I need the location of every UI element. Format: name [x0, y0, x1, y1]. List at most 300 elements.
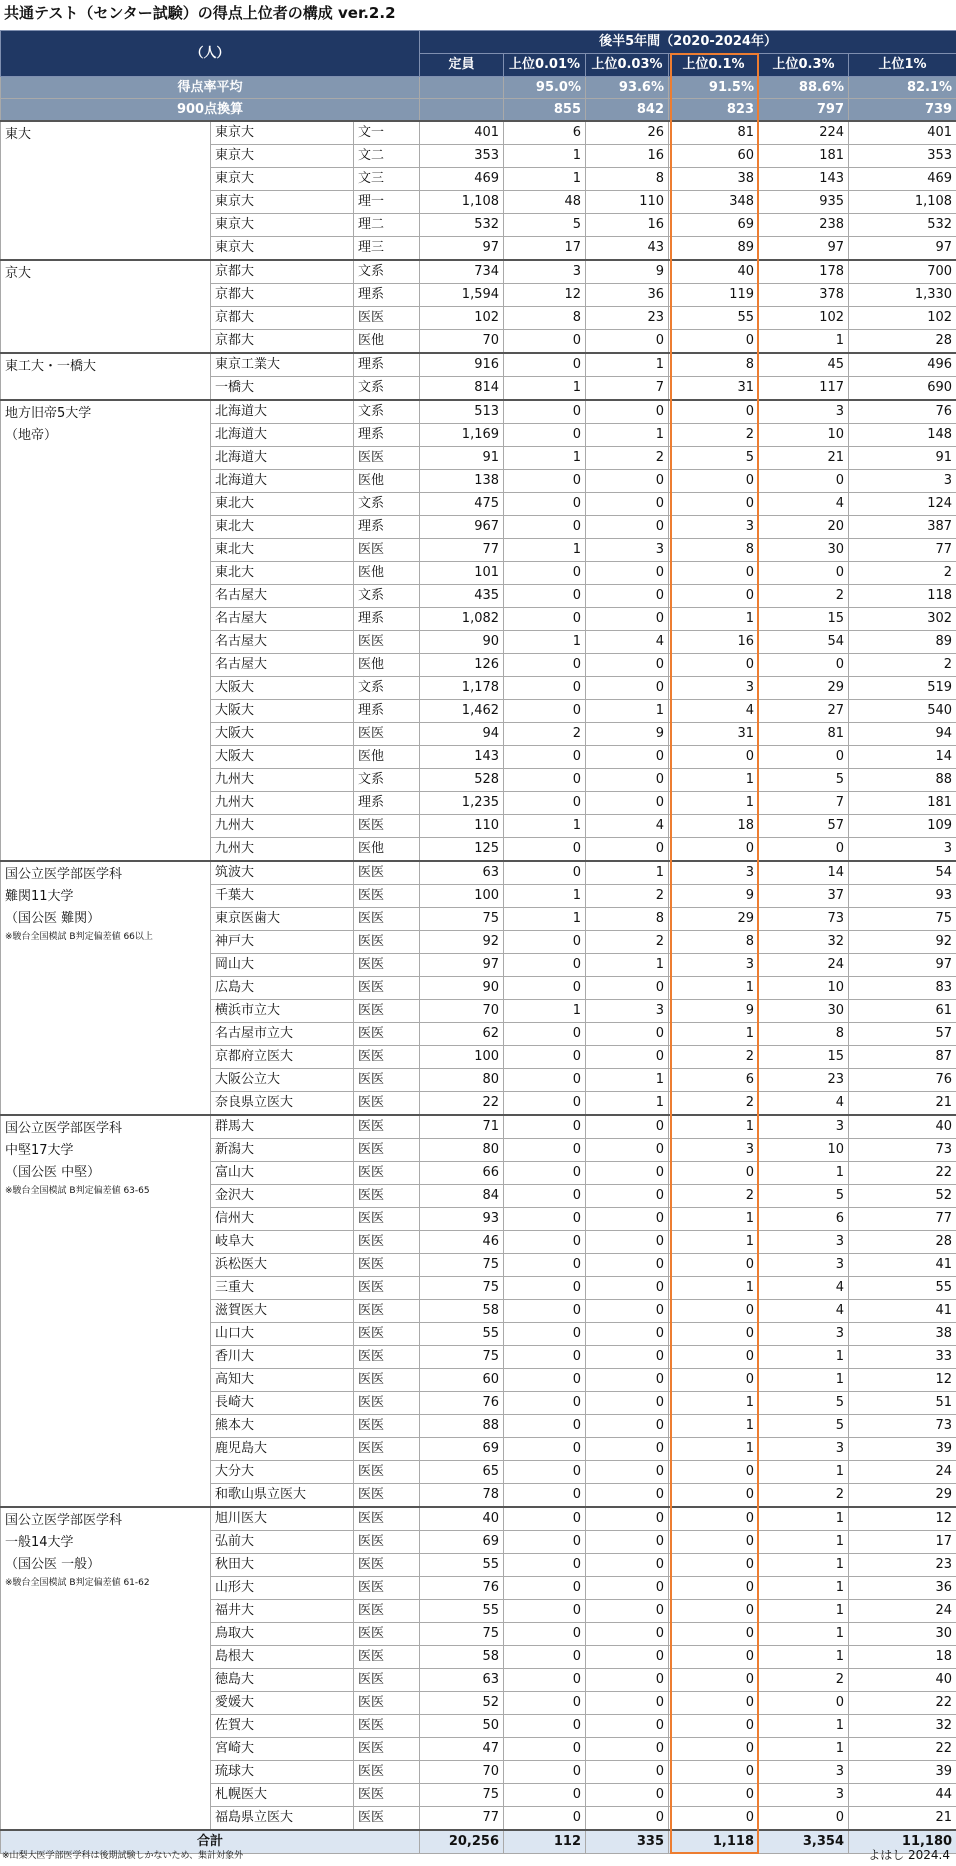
- top-0-1-value: 3: [669, 516, 759, 539]
- top-1-value: 540: [849, 700, 956, 723]
- capacity-value: 63: [420, 861, 504, 885]
- top-0-01-value: 0: [504, 1715, 586, 1738]
- table-row: [1, 353, 956, 377]
- university-name: 札幌医大: [211, 1784, 354, 1807]
- top-0-03-value: 1: [586, 861, 669, 885]
- top-0-01-value: 0: [504, 585, 586, 608]
- top-0-3-value: 1: [759, 1600, 849, 1623]
- university-name: 琉球大: [211, 1761, 354, 1784]
- top-0-03-value: 0: [586, 562, 669, 585]
- faculty-name: 医医: [354, 1715, 420, 1738]
- faculty-name: 医医: [354, 1277, 420, 1300]
- top-0-3-value: 224: [759, 121, 849, 145]
- university-name: 大阪大: [211, 677, 354, 700]
- university-name: 東北大: [211, 493, 354, 516]
- top-0-01-value: 0: [504, 1277, 586, 1300]
- top-0-3-value: 0: [759, 1692, 849, 1715]
- top-0-1-value: 0: [669, 493, 759, 516]
- top-0-3-value: 102: [759, 307, 849, 330]
- top-0-01-value: 1: [504, 885, 586, 908]
- top-0-01-value: 0: [504, 1323, 586, 1346]
- capacity-value: 1,178: [420, 677, 504, 700]
- faculty-name: 文三: [354, 168, 420, 191]
- top-0-03-value: 1: [586, 700, 669, 723]
- university-name: 九州大: [211, 838, 354, 862]
- top-0-3-value: 0: [759, 562, 849, 585]
- top-0-03-value: 0: [586, 1115, 669, 1139]
- table-row: [1, 1115, 956, 1139]
- top-0-01-value: 1: [504, 377, 586, 401]
- university-name: 東京大: [211, 121, 354, 145]
- university-name: 弘前大: [211, 1531, 354, 1554]
- top-0-03-value: 0: [586, 1623, 669, 1646]
- capacity-value: 100: [420, 885, 504, 908]
- top-0-1-value: 0: [669, 562, 759, 585]
- faculty-name: 医医: [354, 1738, 420, 1761]
- top-0-3-value: 1: [759, 1461, 849, 1484]
- top-0-01-value: 0: [504, 1300, 586, 1323]
- top-0-3-value: 23: [759, 1069, 849, 1092]
- top-0-3-value: 5: [759, 1392, 849, 1415]
- faculty-name: 医医: [354, 1623, 420, 1646]
- top-1-value: 2: [849, 562, 956, 585]
- top-0-03-value: 16: [586, 145, 669, 168]
- top-0-03-value: 4: [586, 815, 669, 838]
- faculty-name: 医医: [354, 1438, 420, 1461]
- top-0-1-value: 16: [669, 631, 759, 654]
- top-1-value: 54: [849, 861, 956, 885]
- top-0-1-value: 0: [669, 1807, 759, 1831]
- faculty-name: 医医: [354, 1300, 420, 1323]
- capacity-value: 58: [420, 1646, 504, 1669]
- top-1-value: 22: [849, 1162, 956, 1185]
- top-0-03-value: 0: [586, 1531, 669, 1554]
- top-0-1-value: 0: [669, 1577, 759, 1600]
- top-1-value: 14: [849, 746, 956, 769]
- top-0-01-value: 1: [504, 1000, 586, 1023]
- top-0-1-value: 1: [669, 792, 759, 815]
- average-row: [1, 99, 956, 122]
- top-1-value: 102: [849, 307, 956, 330]
- average-value: 95.0%: [504, 77, 586, 99]
- top-0-1-value: 18: [669, 815, 759, 838]
- university-name: 北海道大: [211, 470, 354, 493]
- university-name: 島根大: [211, 1646, 354, 1669]
- university-name: 熊本大: [211, 1415, 354, 1438]
- university-name: 広島大: [211, 977, 354, 1000]
- top-0-01-value: 1: [504, 168, 586, 191]
- top-0-01-value: 0: [504, 1669, 586, 1692]
- table-row: [1, 121, 956, 145]
- university-name: 横浜市立大: [211, 1000, 354, 1023]
- capacity-value: 91: [420, 447, 504, 470]
- top-0-3-value: 1: [759, 1507, 849, 1531]
- top-0-03-value: 0: [586, 1646, 669, 1669]
- faculty-name: 理系: [354, 424, 420, 447]
- university-name: 金沢大: [211, 1185, 354, 1208]
- top-0-1-value: 1: [669, 977, 759, 1000]
- capacity-value: 90: [420, 977, 504, 1000]
- top-0-1-value: 3: [669, 1139, 759, 1162]
- top-0-1-value: 0: [669, 1346, 759, 1369]
- top-1-value: 52: [849, 1185, 956, 1208]
- top-1-value: 1,108: [849, 191, 956, 214]
- top-0-1-value: 8: [669, 931, 759, 954]
- top-0-3-value: 3: [759, 1761, 849, 1784]
- top-0-01-value: 0: [504, 1623, 586, 1646]
- top-1-value: 73: [849, 1139, 956, 1162]
- university-name: 東京大: [211, 191, 354, 214]
- university-name: 福島県立医大: [211, 1807, 354, 1831]
- top-0-3-value: 5: [759, 769, 849, 792]
- top-0-1-value: 31: [669, 723, 759, 746]
- top-0-1-value: 9: [669, 885, 759, 908]
- faculty-name: 医医: [354, 931, 420, 954]
- capacity-value: 69: [420, 1438, 504, 1461]
- top-0-03-value: 0: [586, 1277, 669, 1300]
- top-0-01-value: 6: [504, 121, 586, 145]
- top-0-3-value: 0: [759, 470, 849, 493]
- top-1-value: 97: [849, 954, 956, 977]
- faculty-name: 医医: [354, 1185, 420, 1208]
- top-0-01-value: 0: [504, 977, 586, 1000]
- total-value: 11,180: [849, 1830, 956, 1854]
- top-0-03-value: 16: [586, 214, 669, 237]
- top-0-01-value: 0: [504, 1369, 586, 1392]
- capacity-value: 1,462: [420, 700, 504, 723]
- top-0-1-value: 0: [669, 1784, 759, 1807]
- group-name: 東工大・一橋大: [5, 359, 97, 374]
- group-label-cell: [1, 260, 211, 353]
- average-value: [420, 99, 504, 122]
- capacity-value: 125: [420, 838, 504, 862]
- top-0-03-value: 1: [586, 1092, 669, 1116]
- top-0-1-value: 2: [669, 1185, 759, 1208]
- capacity-value: 101: [420, 562, 504, 585]
- top-0-01-value: 0: [504, 562, 586, 585]
- top-1-value: 51: [849, 1392, 956, 1415]
- faculty-name: 医医: [354, 1507, 420, 1531]
- top-0-03-value: 2: [586, 931, 669, 954]
- top-0-1-value: 1: [669, 608, 759, 631]
- capacity-value: 70: [420, 1761, 504, 1784]
- top-0-3-value: 4: [759, 1277, 849, 1300]
- capacity-value: 90: [420, 631, 504, 654]
- faculty-name: 理系: [354, 284, 420, 307]
- top-0-3-value: 15: [759, 1046, 849, 1069]
- top-0-3-value: 37: [759, 885, 849, 908]
- top-0-01-value: 0: [504, 654, 586, 677]
- university-name: 北海道大: [211, 424, 354, 447]
- total-value: 112: [504, 1830, 586, 1854]
- top-1-value: 38: [849, 1323, 956, 1346]
- top-1-value: 77: [849, 539, 956, 562]
- top-0-01-value: 0: [504, 1554, 586, 1577]
- top-1-value: 87: [849, 1046, 956, 1069]
- faculty-name: 理系: [354, 700, 420, 723]
- faculty-name: 医医: [354, 1231, 420, 1254]
- top-0-03-value: 36: [586, 284, 669, 307]
- top-0-03-value: 0: [586, 1323, 669, 1346]
- top-0-03-value: 0: [586, 400, 669, 424]
- top-0-01-value: 0: [504, 861, 586, 885]
- top-0-03-value: 110: [586, 191, 669, 214]
- capacity-value: 1,169: [420, 424, 504, 447]
- top-0-1-value: 0: [669, 838, 759, 862]
- column-header-top-1: 上位1%: [849, 54, 956, 77]
- university-name: 旭川医大: [211, 1507, 354, 1531]
- faculty-name: 医医: [354, 1323, 420, 1346]
- capacity-value: 55: [420, 1600, 504, 1623]
- top-0-3-value: 3: [759, 1231, 849, 1254]
- top-1-value: 39: [849, 1438, 956, 1461]
- faculty-name: 医医: [354, 861, 420, 885]
- capacity-value: 528: [420, 769, 504, 792]
- average-label: 得点率平均: [1, 77, 420, 99]
- top-0-03-value: 0: [586, 1554, 669, 1577]
- top-1-value: 29: [849, 1484, 956, 1508]
- capacity-value: 93: [420, 1208, 504, 1231]
- top-0-1-value: 2: [669, 1046, 759, 1069]
- group-label-cell: [1, 121, 211, 260]
- top-0-1-value: 348: [669, 191, 759, 214]
- top-0-01-value: 0: [504, 1761, 586, 1784]
- top-1-value: 93: [849, 885, 956, 908]
- top-0-1-value: 3: [669, 861, 759, 885]
- top-1-value: 83: [849, 977, 956, 1000]
- top-1-value: 75: [849, 908, 956, 931]
- university-name: 東京大: [211, 237, 354, 261]
- top-0-1-value: 0: [669, 1323, 759, 1346]
- faculty-name: 医医: [354, 1554, 420, 1577]
- faculty-name: 医医: [354, 1254, 420, 1277]
- average-value: [420, 77, 504, 99]
- top-1-value: 73: [849, 1415, 956, 1438]
- capacity-value: 75: [420, 1623, 504, 1646]
- group-label-cell: [1, 353, 211, 400]
- capacity-value: 76: [420, 1392, 504, 1415]
- top-0-03-value: 0: [586, 1715, 669, 1738]
- top-0-01-value: 0: [504, 424, 586, 447]
- faculty-name: 医医: [354, 539, 420, 562]
- top-0-03-value: 0: [586, 1208, 669, 1231]
- total-label: 合計: [1, 1830, 420, 1854]
- top-1-value: 469: [849, 168, 956, 191]
- top-1-value: 496: [849, 353, 956, 377]
- top-0-3-value: 1: [759, 1646, 849, 1669]
- university-name: 岡山大: [211, 954, 354, 977]
- university-name: 名古屋大: [211, 654, 354, 677]
- top-0-03-value: 1: [586, 353, 669, 377]
- top-0-03-value: 0: [586, 1438, 669, 1461]
- top-0-01-value: 0: [504, 470, 586, 493]
- top-0-01-value: 1: [504, 908, 586, 931]
- top-0-01-value: 0: [504, 931, 586, 954]
- top-1-value: 21: [849, 1807, 956, 1831]
- university-name: 東京大: [211, 168, 354, 191]
- top-0-1-value: 0: [669, 1669, 759, 1692]
- top-0-01-value: 0: [504, 1115, 586, 1139]
- top-1-value: 124: [849, 493, 956, 516]
- top-1-value: 94: [849, 723, 956, 746]
- capacity-value: 475: [420, 493, 504, 516]
- top-0-01-value: 1: [504, 539, 586, 562]
- top-0-01-value: 0: [504, 1046, 586, 1069]
- faculty-name: 医他: [354, 470, 420, 493]
- top-0-3-value: 73: [759, 908, 849, 931]
- top-0-1-value: 0: [669, 1531, 759, 1554]
- top-0-03-value: 4: [586, 631, 669, 654]
- capacity-value: 94: [420, 723, 504, 746]
- top-0-03-value: 0: [586, 493, 669, 516]
- average-value: 823: [669, 99, 759, 122]
- top-1-value: 22: [849, 1738, 956, 1761]
- top-1-value: 12: [849, 1369, 956, 1392]
- top-0-01-value: 0: [504, 1023, 586, 1046]
- capacity-value: 78: [420, 1484, 504, 1508]
- top-0-1-value: 0: [669, 1646, 759, 1669]
- faculty-name: 文一: [354, 121, 420, 145]
- capacity-value: 143: [420, 746, 504, 769]
- top-0-3-value: 6: [759, 1208, 849, 1231]
- average-value: 91.5%: [669, 77, 759, 99]
- capacity-value: 88: [420, 1415, 504, 1438]
- top-0-1-value: 0: [669, 1715, 759, 1738]
- top-0-03-value: 9: [586, 723, 669, 746]
- top-0-3-value: 15: [759, 608, 849, 631]
- top-0-03-value: 0: [586, 746, 669, 769]
- capacity-value: 92: [420, 931, 504, 954]
- university-name: 和歌山県立医大: [211, 1484, 354, 1508]
- top-0-03-value: 0: [586, 769, 669, 792]
- top-1-value: 3: [849, 838, 956, 862]
- top-0-3-value: 10: [759, 977, 849, 1000]
- top-0-03-value: 0: [586, 1600, 669, 1623]
- top-0-01-value: 5: [504, 214, 586, 237]
- top-0-1-value: 1: [669, 1023, 759, 1046]
- capacity-value: 63: [420, 1669, 504, 1692]
- top-0-01-value: 0: [504, 792, 586, 815]
- faculty-name: 医医: [354, 1531, 420, 1554]
- top-0-3-value: 0: [759, 746, 849, 769]
- top-0-3-value: 3: [759, 1438, 849, 1461]
- top-0-1-value: 1: [669, 1392, 759, 1415]
- top-0-03-value: 0: [586, 608, 669, 631]
- university-name: 山形大: [211, 1577, 354, 1600]
- top-1-value: 3: [849, 470, 956, 493]
- top-0-1-value: 0: [669, 470, 759, 493]
- top-0-3-value: 10: [759, 1139, 849, 1162]
- top-1-value: 690: [849, 377, 956, 401]
- top-0-03-value: 0: [586, 1807, 669, 1831]
- top-0-3-value: 181: [759, 145, 849, 168]
- university-name: 滋賀医大: [211, 1300, 354, 1323]
- university-name: 京都大: [211, 307, 354, 330]
- university-name: 京都府立医大: [211, 1046, 354, 1069]
- top-0-03-value: 0: [586, 585, 669, 608]
- top-0-03-value: 2: [586, 447, 669, 470]
- top-0-03-value: 1: [586, 1069, 669, 1092]
- university-name: 三重大: [211, 1277, 354, 1300]
- top-0-01-value: 3: [504, 260, 586, 284]
- top-0-03-value: 0: [586, 1300, 669, 1323]
- top-0-03-value: 0: [586, 677, 669, 700]
- faculty-name: 医医: [354, 1346, 420, 1369]
- top-0-3-value: 1: [759, 1623, 849, 1646]
- top-0-3-value: 1: [759, 1715, 849, 1738]
- top-0-1-value: 6: [669, 1069, 759, 1092]
- top-0-3-value: 3: [759, 1784, 849, 1807]
- top-1-value: 1,330: [849, 284, 956, 307]
- top-0-03-value: 43: [586, 237, 669, 261]
- top-0-1-value: 4: [669, 700, 759, 723]
- faculty-name: 文系: [354, 377, 420, 401]
- faculty-name: 医医: [354, 1069, 420, 1092]
- top-0-01-value: 0: [504, 1415, 586, 1438]
- average-value: 855: [504, 99, 586, 122]
- capacity-value: 75: [420, 1784, 504, 1807]
- top-0-03-value: 0: [586, 1046, 669, 1069]
- table-row: [1, 861, 956, 885]
- top-0-03-value: 26: [586, 121, 669, 145]
- university-name: 東北大: [211, 516, 354, 539]
- top-1-value: 57: [849, 1023, 956, 1046]
- top-0-03-value: 8: [586, 908, 669, 931]
- capacity-value: 532: [420, 214, 504, 237]
- group-note: ※駿台全国模試 B判定偏差値 66以上: [5, 932, 153, 942]
- top-0-3-value: 1: [759, 1577, 849, 1600]
- top-0-1-value: 0: [669, 1300, 759, 1323]
- top-1-value: 519: [849, 677, 956, 700]
- top-0-3-value: 178: [759, 260, 849, 284]
- top-0-01-value: 0: [504, 516, 586, 539]
- top-0-1-value: 0: [669, 654, 759, 677]
- page-title: 共通テスト（センター試験）の得点上位者の構成 ver.2.2: [4, 4, 396, 22]
- top-0-1-value: 0: [669, 1484, 759, 1508]
- capacity-value: 55: [420, 1323, 504, 1346]
- capacity-value: 76: [420, 1577, 504, 1600]
- top-0-3-value: 4: [759, 1092, 849, 1116]
- top-0-03-value: 0: [586, 792, 669, 815]
- top-0-3-value: 1: [759, 1162, 849, 1185]
- faculty-name: 文系: [354, 677, 420, 700]
- faculty-name: 文二: [354, 145, 420, 168]
- top-0-3-value: 1: [759, 1346, 849, 1369]
- top-0-1-value: 0: [669, 746, 759, 769]
- capacity-value: 77: [420, 1807, 504, 1831]
- top-1-value: 41: [849, 1254, 956, 1277]
- top-0-03-value: 0: [586, 1254, 669, 1277]
- top-0-01-value: 0: [504, 746, 586, 769]
- top-0-3-value: 20: [759, 516, 849, 539]
- university-name: 鹿児島大: [211, 1438, 354, 1461]
- faculty-name: 医医: [354, 307, 420, 330]
- top-1-value: 2: [849, 654, 956, 677]
- capacity-value: 70: [420, 330, 504, 354]
- top-0-03-value: 0: [586, 1669, 669, 1692]
- average-value: 797: [759, 99, 849, 122]
- top-0-01-value: 0: [504, 1738, 586, 1761]
- top-0-03-value: 0: [586, 1484, 669, 1508]
- university-name: 東京医歯大: [211, 908, 354, 931]
- group-label-cell: [1, 861, 211, 1115]
- university-name: 京都大: [211, 330, 354, 354]
- footnote: ※山梨大医学部医学科は後期試験しかないため、集計対象外: [2, 1851, 244, 1861]
- top-0-1-value: 38: [669, 168, 759, 191]
- top-0-01-value: 0: [504, 1807, 586, 1831]
- top-1-value: 353: [849, 145, 956, 168]
- capacity-value: 71: [420, 1115, 504, 1139]
